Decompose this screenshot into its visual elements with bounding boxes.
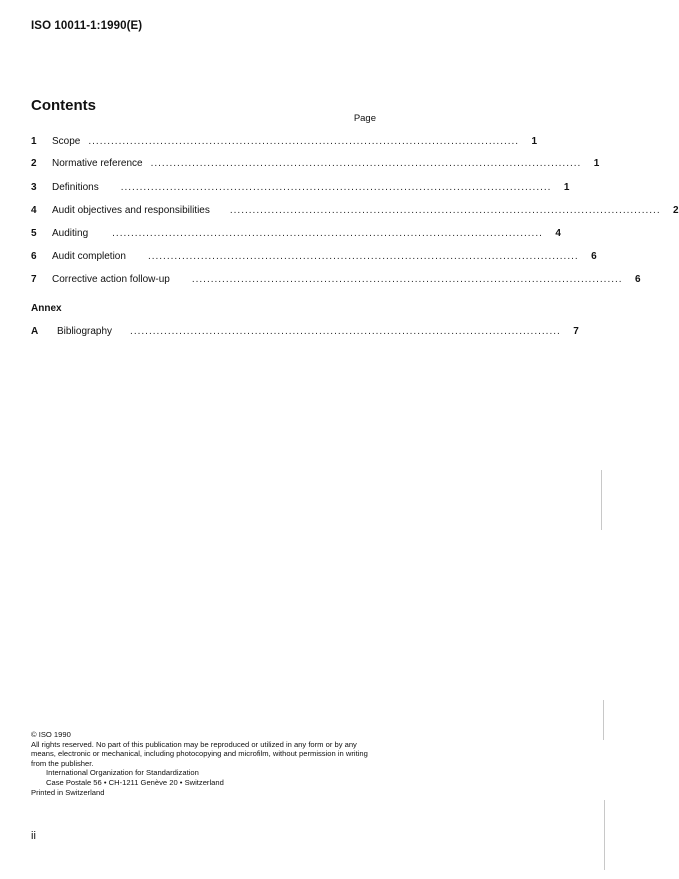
- toc-entry-page: 7: [573, 326, 579, 337]
- scan-artifact: [603, 700, 604, 740]
- toc-entry-page: 1: [531, 136, 538, 147]
- toc-entry-title: Normative reference: [52, 158, 143, 169]
- copyright-line: © ISO 1990: [31, 730, 71, 739]
- toc-entry-page: 1: [563, 182, 570, 193]
- copyright-organization: International Organization for Standardization: [46, 768, 199, 778]
- toc-entry[interactable]: [31, 228, 561, 242]
- toc-leader-dots: ..................................................................................................................: [229, 205, 661, 216]
- toc-leader-dots: ..................................................................................................................: [147, 251, 579, 262]
- toc-entry[interactable]: [31, 182, 570, 196]
- toc-entry-title: Definitions: [52, 182, 99, 193]
- page-number: ii: [31, 830, 36, 842]
- annex-toc-entry[interactable]: [31, 326, 579, 340]
- page-column-label: Page: [353, 113, 376, 124]
- toc-entry-page: 6: [635, 274, 641, 285]
- toc-leader-dots: ..................................................................................................................: [88, 136, 520, 147]
- toc-entry-title: Bibliography: [57, 326, 113, 337]
- toc-entry-title: Auditing: [52, 228, 89, 239]
- toc-entry-title: Audit objectives and responsibilities: [52, 205, 210, 216]
- scan-artifact: [601, 470, 602, 530]
- toc-entry-number: 1: [31, 136, 37, 147]
- toc-entry-number: 7: [31, 274, 37, 285]
- toc-entry[interactable]: [31, 205, 679, 219]
- annex-heading: Annex: [31, 303, 62, 314]
- copyright-rights: All rights reserved. No part of this publication may be reproduced or utilized in any form or by any means, electronic or mechanical, including photocopying and microfilm, without permission in writing from the publisher.: [31, 739, 368, 768]
- toc-entry-number: 6: [31, 251, 37, 262]
- toc-entry[interactable]: [31, 136, 538, 150]
- toc-entry-number: 5: [31, 228, 37, 239]
- toc-entry-page: 6: [591, 251, 597, 262]
- toc-leader-dots: ..................................................................................................................: [120, 182, 552, 193]
- copyright-notice: [31, 730, 381, 797]
- contents-heading: Contents: [31, 97, 96, 114]
- toc-entry[interactable]: [31, 274, 641, 288]
- toc-leader-dots: ..................................................................................................................: [191, 274, 623, 285]
- toc-entry-title: Scope: [52, 136, 81, 147]
- toc-entry-number: 4: [31, 205, 37, 216]
- toc-entry-title: Audit completion: [52, 251, 126, 262]
- toc-entry-number: 2: [31, 158, 37, 169]
- toc-entry[interactable]: [31, 251, 597, 265]
- toc-entry-page: 2: [673, 205, 679, 216]
- toc-leader-dots: ..................................................................................................................: [130, 326, 561, 337]
- toc-entry-page: 1: [593, 158, 600, 169]
- toc-entry-title: Corrective action follow-up: [52, 274, 170, 285]
- copyright-printed: Printed in Switzerland: [31, 787, 105, 797]
- document-id: ISO 10011-1:1990(E): [31, 20, 143, 32]
- toc-entry-number: A: [31, 326, 39, 337]
- toc-entry[interactable]: [31, 158, 600, 172]
- scan-artifact: [604, 800, 605, 870]
- toc-entry-page: 4: [555, 228, 561, 239]
- toc-leader-dots: ..................................................................................................................: [150, 158, 582, 169]
- toc-entry-number: 3: [31, 182, 37, 193]
- toc-leader-dots: ..................................................................................................................: [112, 228, 543, 239]
- copyright-address: Case Postale 56 • CH-1211 Genève 20 • Switzerland: [46, 777, 224, 787]
